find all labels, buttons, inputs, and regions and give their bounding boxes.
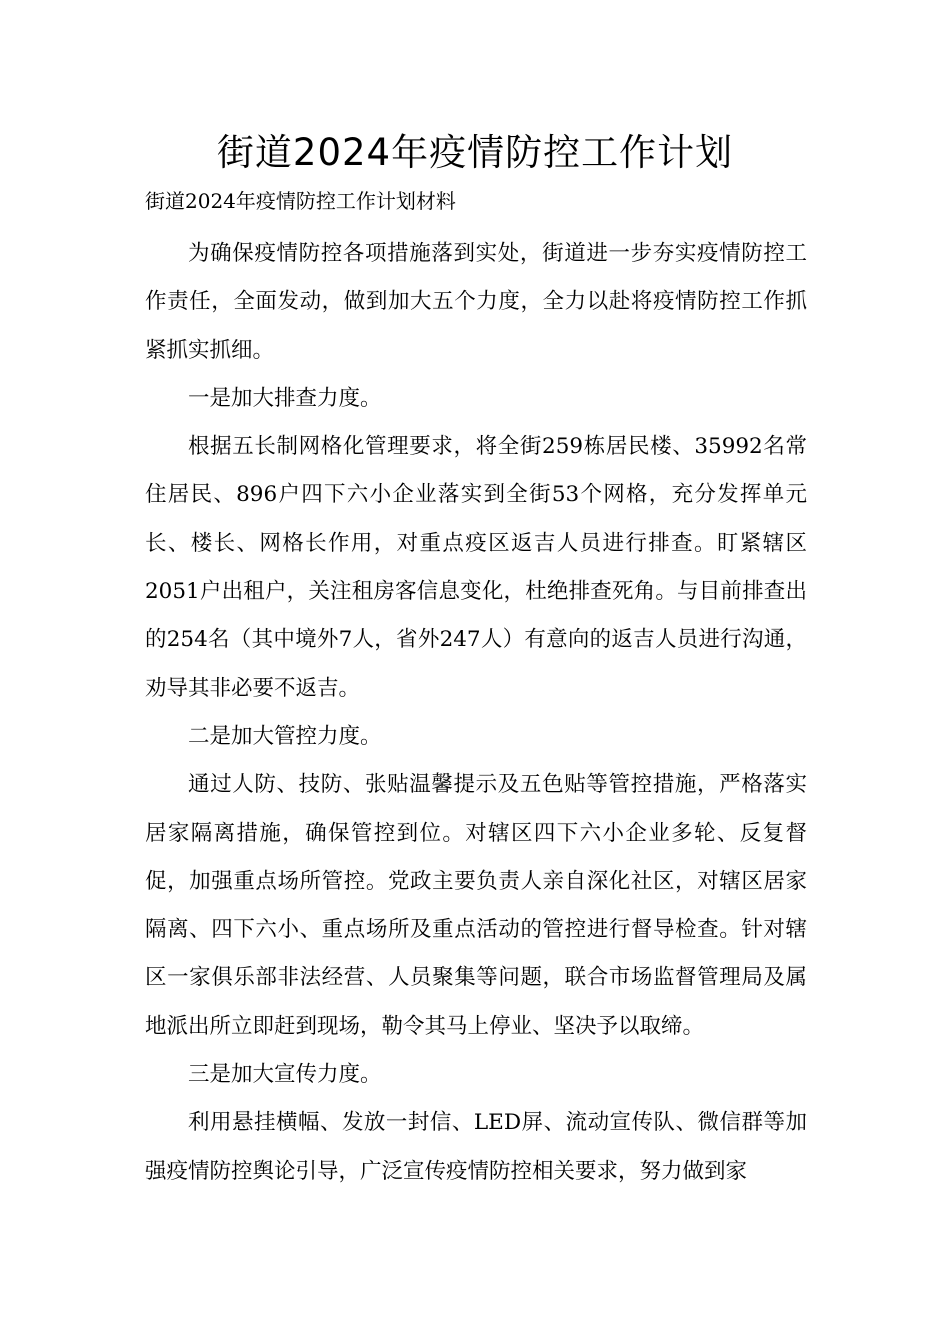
document-title: 街道2024年疫情防控工作计划 [216,131,734,174]
document-subtitle: 街道2024年疫情防控工作计划材料 [145,189,456,213]
section-heading-3: 三是加大宣传力度。 [188,1062,382,1088]
paragraph-1: 根据五长制网格化管理要求，将全街259栋居民楼、35992名常住居民、896户四下六小企业落实到全街53个网格，充分发挥单元长、楼长、网格长作用，对重点疫区返吉人员进行排查。盯紧辖区2051户出租户，关注租房客信息变化，杜绝排查死角。与目前排查出的254名（其中境外7人，省外247人）有意向的返吉人员进行沟通，劝导其非必要不返吉。 [145,434,807,701]
document-body [145,230,807,1196]
paragraph-intro: 为确保疫情防控各项措施落到实处，街道进一步夯实疫情防控工作责任，全面发动，做到加大五个力度，全力以赴将疫情防控工作抓紧抓实抓细。 [145,241,807,363]
paragraph-3: 利用悬挂横幅、发放一封信、LED屏、流动宣传队、微信群等加强疫情防控舆论引导，广泛宣传疫情防控相关要求，努力做到家 [145,1110,807,1184]
paragraph-2: 通过人防、技防、张贴温馨提示及五色贴等管控措施，严格落实居家隔离措施，确保管控到位。对辖区四下六小企业多轮、反复督促，加强重点场所管控。党政主要负责人亲自深化社区，对辖区居家隔离、四下六小、重点场所及重点活动的管控进行督导检查。针对辖区一家俱乐部非法经营、人员聚集等问题，联合市场监督管理局及属地派出所立即赶到现场，勒令其马上停业、坚决予以取缔。 [145,772,807,1039]
section-heading-1: 一是加大排查力度。 [188,385,382,411]
section-heading-2: 二是加大管控力度。 [188,723,382,749]
